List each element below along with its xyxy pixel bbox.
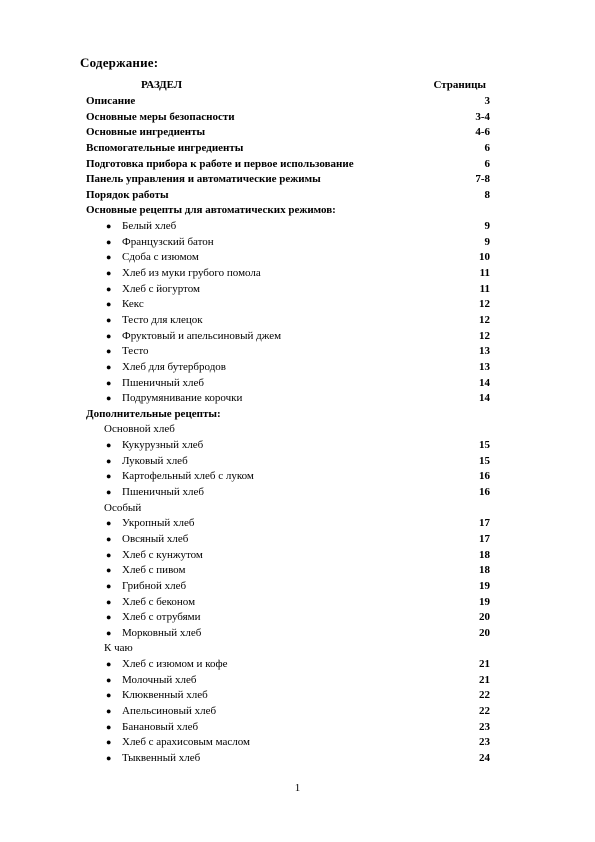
toc-section-row: [86, 94, 490, 110]
pages-column-header: Страницы: [433, 79, 486, 91]
bullet-icon: ●: [106, 346, 112, 357]
toc-section-row: [86, 157, 490, 173]
toc-entry-page: 22: [479, 689, 490, 702]
toc-entry-title: Грибной хлеб: [122, 579, 187, 592]
toc-entry-title: Основные рецепты для автоматических режимов:: [86, 204, 336, 217]
toc-entry-title: Фруктовый и апельсиновый джем: [122, 329, 282, 342]
toc-recipe-row: [86, 219, 490, 235]
toc-recipe-row: [86, 657, 490, 673]
toc-recipe-row: [86, 532, 490, 548]
toc-recipe-row: [86, 579, 490, 595]
toc-entry-page: 16: [479, 486, 490, 499]
toc-recipe-row: [86, 344, 490, 360]
toc-entry-page: 18: [479, 548, 490, 561]
toc-entry-title: Хлеб для бутербродов: [122, 360, 226, 373]
toc-entry-title: Луковый хлеб: [122, 454, 188, 467]
toc-entry-page: 18: [479, 564, 490, 577]
bullet-icon: ●: [106, 596, 112, 607]
toc-entry-title: Подготовка прибора к работе и первое использование: [86, 157, 354, 170]
toc-entry-title: Клюквенный хлеб: [122, 689, 208, 702]
toc-entry-page: 7-8: [475, 173, 490, 186]
toc-entry-page: 20: [479, 626, 490, 639]
toc-recipe-row: [86, 313, 490, 329]
toc-subgroup-row: [86, 501, 490, 517]
toc-recipe-row: [86, 250, 490, 266]
toc-list: [86, 94, 490, 767]
toc-entry-page: 24: [479, 751, 490, 764]
toc-entry-title: Овсяный хлеб: [122, 532, 189, 545]
toc-recipe-row: [86, 610, 490, 626]
toc-recipe-row: [86, 673, 490, 689]
toc-entry-title: Порядок работы: [86, 188, 169, 201]
toc-entry-title: Пшеничный хлеб: [122, 376, 204, 389]
bullet-icon: ●: [106, 314, 112, 325]
toc-entry-title: Кекс: [122, 298, 144, 311]
toc-entry-title: Описание: [86, 95, 136, 107]
bullet-icon: ●: [106, 549, 112, 560]
toc-recipe-row: [86, 704, 490, 720]
bullet-icon: ●: [106, 299, 112, 310]
toc-entry-title: Хлеб с изюмом и кофе: [122, 658, 228, 671]
toc-entry-title: Тыквенный хлеб: [122, 751, 201, 764]
toc-recipe-row: [86, 751, 490, 767]
toc-entry-page: 19: [479, 595, 490, 608]
toc-entry-page: 10: [479, 251, 490, 264]
toc-entry-title: Тесто для клецок: [122, 313, 203, 326]
toc-entry-page: 15: [479, 439, 490, 452]
toc-entry-page: 16: [479, 470, 490, 483]
toc-entry-page: 12: [479, 313, 490, 326]
toc-entry-page: 14: [479, 392, 490, 405]
bullet-icon: ●: [106, 690, 112, 701]
toc-entry-page: 3: [484, 95, 490, 107]
bullet-icon: ●: [106, 659, 112, 670]
toc-entry-title: К чаю: [104, 642, 133, 655]
bullet-icon: ●: [106, 330, 112, 341]
section-column-header: РАЗДЕЛ: [141, 79, 183, 91]
toc-entry-page: 4-6: [475, 126, 490, 139]
toc-section-row: [86, 141, 490, 157]
toc-recipe-row: [86, 329, 490, 345]
toc-entry-page: 15: [479, 454, 490, 467]
toc-recipe-row: [86, 376, 490, 392]
toc-recipe-row: [86, 266, 490, 282]
toc-subgroup-row: [86, 422, 490, 438]
toc-entry-title: Французский батон: [122, 235, 214, 248]
toc-recipe-row: [86, 720, 490, 736]
toc-entry-title: Тесто: [122, 345, 149, 358]
toc-section-row: [86, 188, 490, 204]
toc-entry-page: 22: [479, 704, 490, 717]
bullet-icon: ●: [106, 533, 112, 544]
toc-entry-page: 3-4: [475, 110, 490, 123]
toc-entry-page: 23: [479, 736, 490, 749]
bullet-icon: ●: [106, 627, 112, 638]
bullet-icon: ●: [106, 236, 112, 247]
toc-header: [86, 79, 492, 95]
toc-recipe-row: [86, 360, 490, 376]
toc-entry-title: Вспомогательные ингредиенты: [86, 141, 244, 154]
toc-recipe-row: [86, 235, 490, 251]
bullet-icon: ●: [106, 752, 112, 763]
toc-entry-page: 17: [479, 517, 490, 530]
bullet-icon: ●: [106, 361, 112, 372]
bullet-icon: ●: [106, 268, 112, 279]
toc-entry-title: Подрумянивание корочки: [122, 392, 243, 405]
toc-entry-page: 17: [479, 532, 490, 545]
toc-entry-page: 11: [479, 267, 490, 280]
toc-entry-title: Хлеб с кунжутом: [122, 548, 203, 561]
toc-entry-page: 12: [479, 329, 490, 342]
toc-title: Содержание:: [80, 55, 159, 70]
toc-entry-page: 8: [484, 188, 490, 201]
toc-recipe-row: [86, 454, 490, 470]
bullet-icon: ●: [106, 580, 112, 591]
toc-entry-title: Морковный хлеб: [122, 626, 202, 639]
toc-entry-title: Хлеб с отрубями: [122, 611, 201, 624]
bullet-icon: ●: [106, 440, 112, 451]
toc-entry-page: 21: [479, 673, 490, 686]
toc-recipe-row: [86, 485, 490, 501]
bullet-icon: ●: [106, 283, 112, 294]
toc-recipe-row: [86, 595, 490, 611]
toc-recipe-row: [86, 297, 490, 313]
toc-entry-title: Укропный хлеб: [122, 517, 195, 530]
toc-entry-page: 19: [479, 579, 490, 592]
toc-recipe-row: [86, 282, 490, 298]
toc-recipe-row: [86, 548, 490, 564]
toc-entry-page: 6: [484, 141, 490, 154]
bullet-icon: ●: [106, 252, 112, 263]
toc-entry-title: Пшеничный хлеб: [122, 486, 204, 499]
bullet-icon: ●: [106, 612, 112, 623]
toc-entry-title: Молочный хлеб: [122, 673, 197, 686]
toc-entry-title: Хлеб из муки грубого помола: [122, 267, 261, 280]
toc-entry-title: Основные ингредиенты: [86, 126, 206, 139]
toc-subgroup-row: [86, 641, 490, 657]
toc-entry-page: 20: [479, 611, 490, 624]
toc-recipe-row: [86, 626, 490, 642]
bullet-icon: ●: [106, 721, 112, 732]
toc-entry-title: Хлеб с арахисовым маслом: [122, 736, 251, 749]
toc-entry-title: Хлеб с беконом: [122, 595, 196, 608]
toc-recipe-row: [86, 688, 490, 704]
bullet-icon: ●: [106, 377, 112, 388]
toc-entry-title: Особый: [104, 501, 142, 514]
bullet-icon: ●: [106, 518, 112, 529]
toc-entry-title: Картофельный хлеб с луком: [122, 470, 254, 483]
toc-entry-title: Дополнительные рецепты:: [86, 407, 221, 420]
bullet-icon: ●: [106, 221, 112, 232]
toc-entry-page: 12: [479, 298, 490, 311]
toc-section-row: [86, 125, 490, 141]
toc-entry-title: Кукурузный хлеб: [122, 439, 204, 452]
toc-entry-title: Основной хлеб: [104, 423, 175, 436]
toc-recipe-row: [86, 563, 490, 579]
bullet-icon: ●: [106, 471, 112, 482]
toc-entry-page: 9: [484, 235, 490, 248]
bullet-icon: ●: [106, 393, 112, 404]
toc-entry-page: 21: [479, 658, 490, 671]
toc-entry-title: Хлеб с йогуртом: [122, 282, 200, 295]
toc-entry-title: Апельсиновый хлеб: [122, 704, 217, 717]
bullet-icon: ●: [106, 737, 112, 748]
toc-entry-title: Основные меры безопасности: [86, 110, 235, 123]
toc-entry-page: 11: [479, 282, 490, 295]
toc-section-row: [86, 203, 490, 219]
toc-entry-title: Хлеб с пивом: [122, 564, 186, 577]
bullet-icon: ●: [106, 674, 112, 685]
toc-recipe-row: [86, 735, 490, 751]
bullet-icon: ●: [106, 455, 112, 466]
toc-entry-page: 13: [479, 345, 490, 358]
toc-entry-title: Банановый хлеб: [122, 720, 199, 733]
toc-entry-page: 9: [484, 220, 490, 233]
toc-entry-title: Сдоба с изюмом: [122, 251, 199, 264]
bullet-icon: ●: [106, 705, 112, 716]
toc-entry-title: Белый хлеб: [122, 220, 177, 233]
toc-recipe-row: [86, 438, 490, 454]
bullet-icon: ●: [106, 487, 112, 498]
toc-recipe-row: [86, 469, 490, 485]
toc-section-row: [86, 172, 490, 188]
toc-recipe-row: [86, 516, 490, 532]
page-number: 1: [294, 782, 301, 794]
toc-entry-page: 23: [479, 720, 490, 733]
toc-entry-page: 13: [479, 360, 490, 373]
toc-entry-page: 6: [484, 157, 490, 170]
toc-entry-title: Панель управления и автоматические режимы: [86, 173, 321, 186]
toc-section-row: [86, 407, 490, 423]
toc-entry-page: 14: [479, 376, 490, 389]
toc-section-row: [86, 110, 490, 126]
toc-recipe-row: [86, 391, 490, 407]
bullet-icon: ●: [106, 565, 112, 576]
